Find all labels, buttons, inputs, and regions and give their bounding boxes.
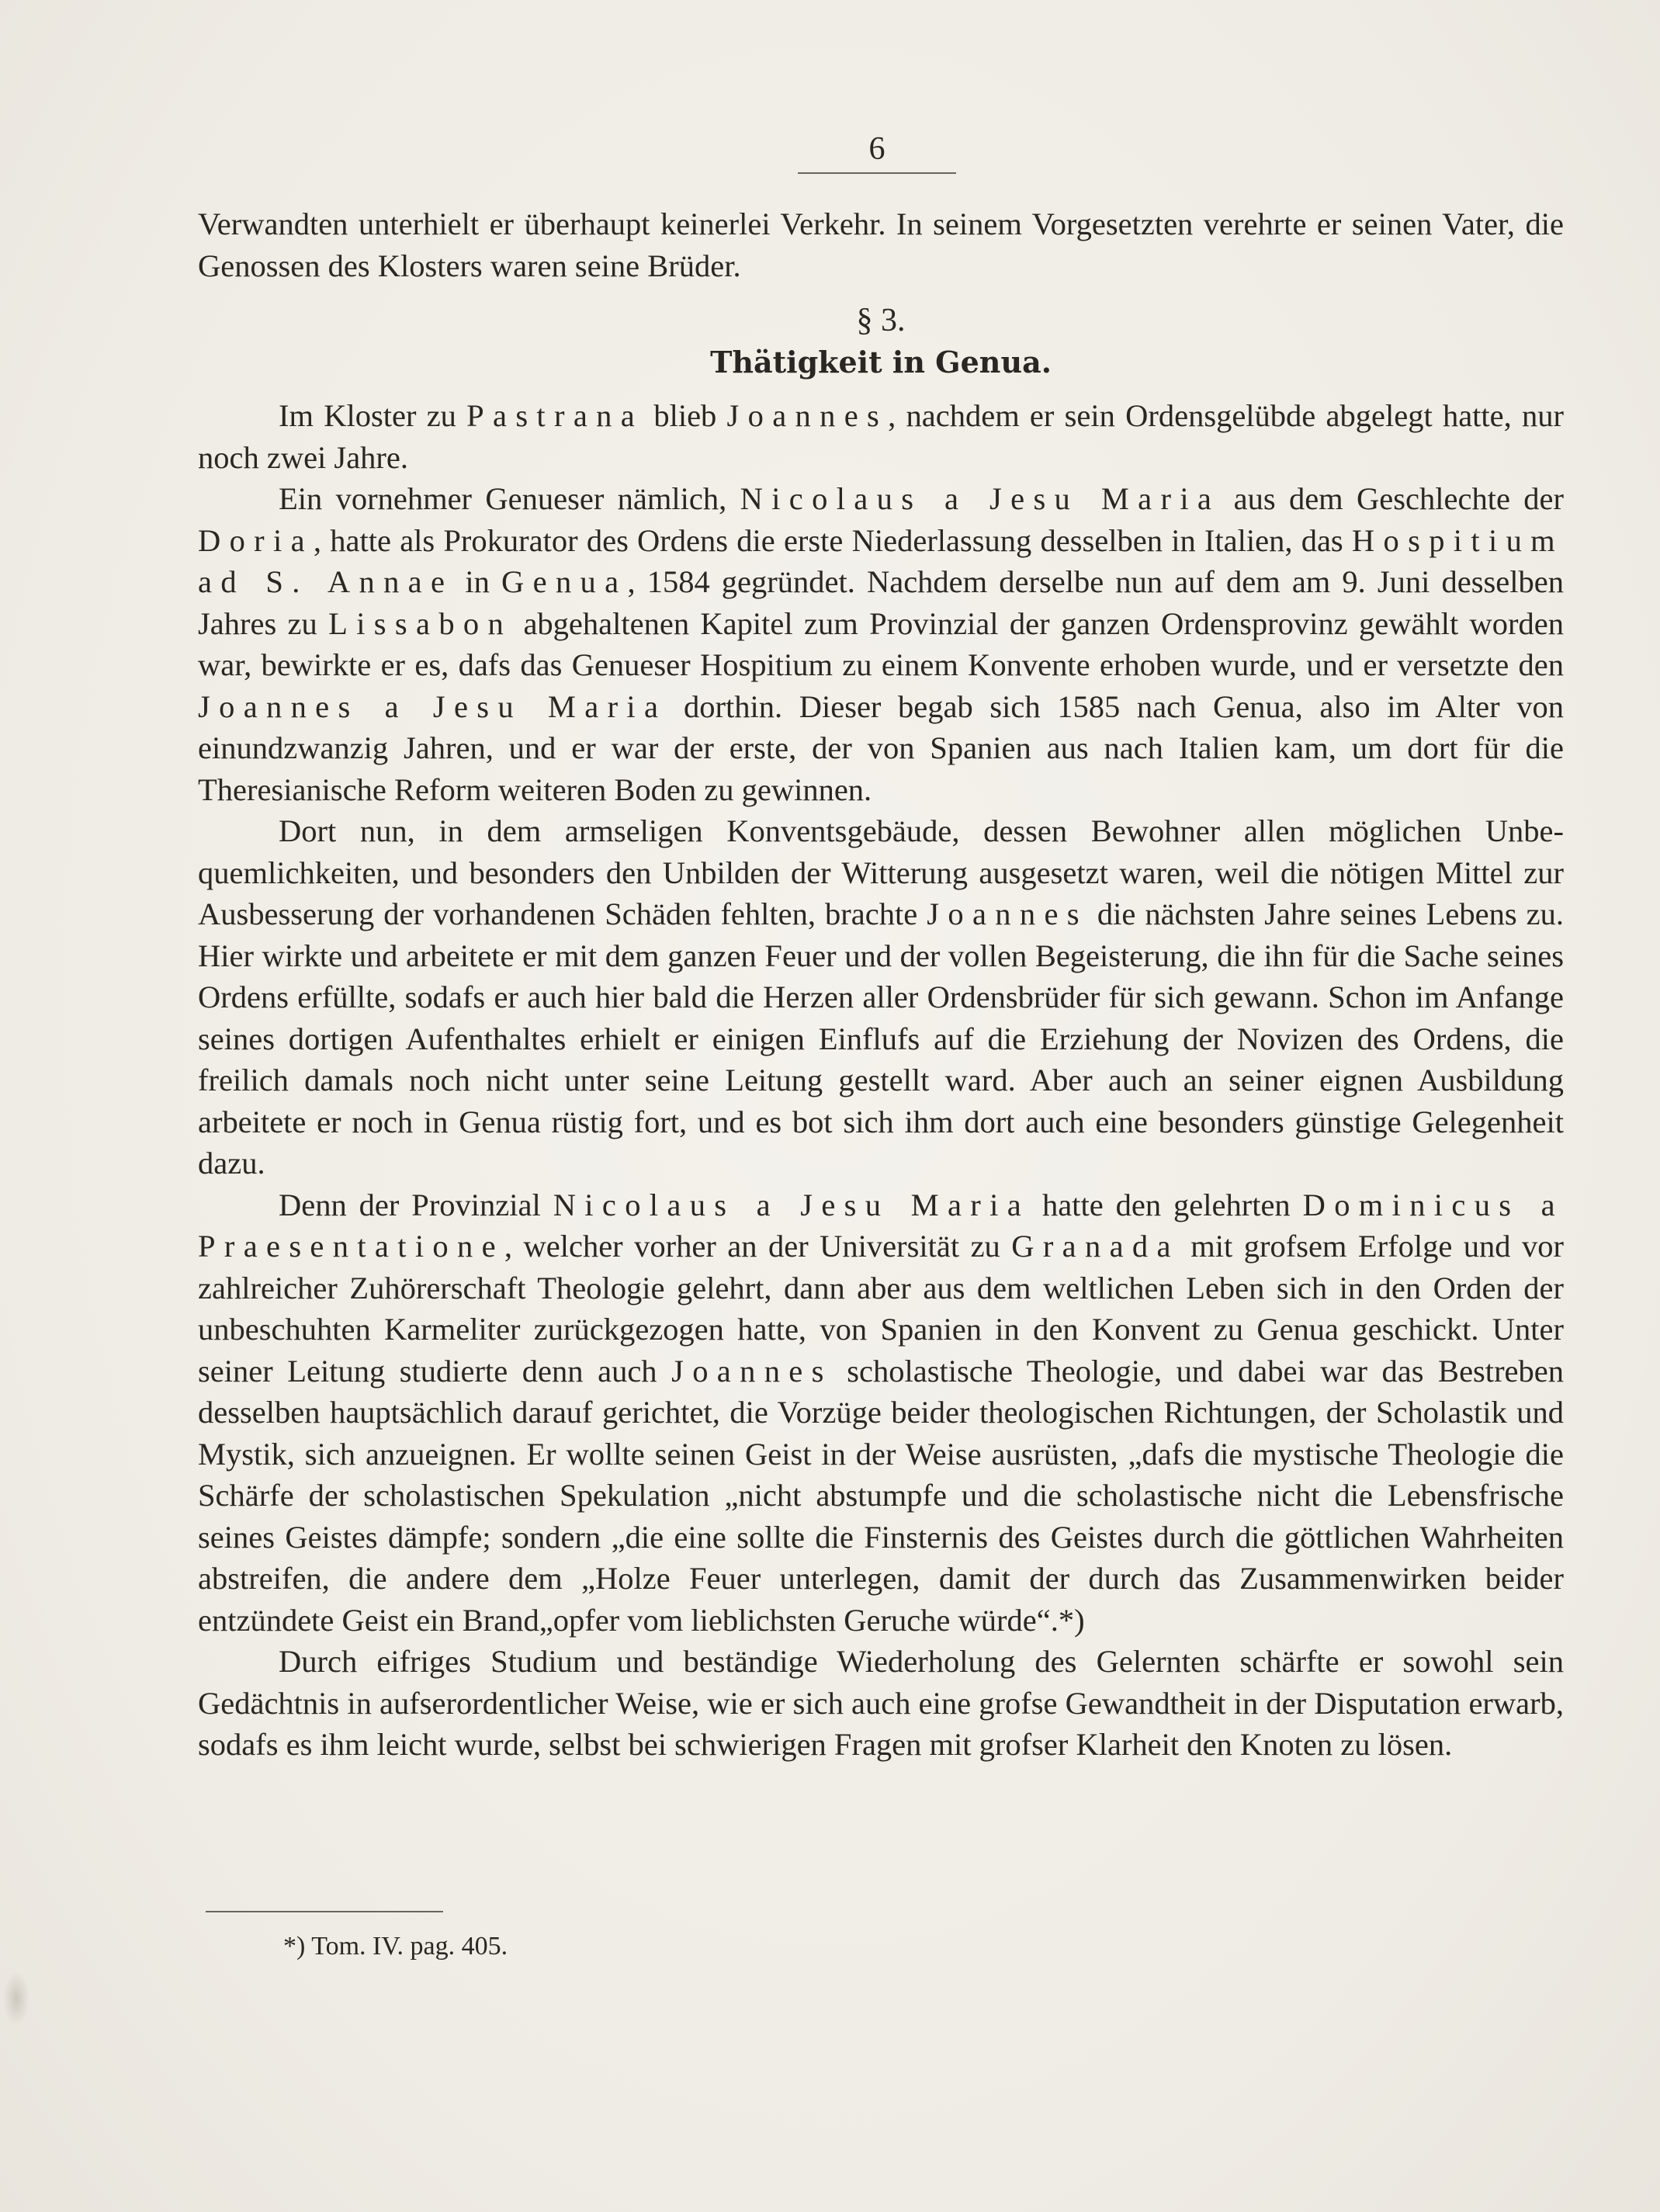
footnote-rule xyxy=(206,1911,443,1912)
paper-smudge xyxy=(3,1971,29,2026)
section-mark: § 3. xyxy=(856,303,906,338)
person-name: Joannes xyxy=(726,398,889,433)
place-name: Granada xyxy=(1011,1229,1180,1264)
place-name: Lissabon xyxy=(328,605,513,641)
paragraph-nicolaus: Ein vornehmer Genueser nämlich, Nicolaus a Jesu Maria aus dem Geschlechte der Doria, hatte als Prokurator des Ordens die erste Niederlassung desselben in Italien, das Hospitium ad S. Annae in Genua, 1584 gegründet. Nachdem derselbe nun auf dem am 9. Juni desselben Jahres zu Lissabon abgehaltenen Kapitel zum Provinzial der ganzen Ordensprovinz gewählt worden war, bewirkte er es, dafs das Genueser Hospitium zu einem Konvente erhoben wurde, und er versetzte den Joannes a Jesu Maria dorthin. Dieser begab sich 1585 nach Genua, also im Alter von einundzwanzig Jahren, und er war der erste, der von Spanien aus nach Italien kam, um dort für die Theresianische Reform weiteren Boden zu gewinnen. xyxy=(198,481,1565,807)
person-name: Joannes a Jesu Maria xyxy=(198,688,667,724)
person-name: Joannes xyxy=(927,896,1088,931)
family-name: Doria xyxy=(198,522,314,558)
person-name: Joannes xyxy=(671,1353,833,1389)
person-name: Nicolaus a Jesu Maria xyxy=(553,1187,1031,1222)
paragraph-pastrana: Im Kloster zu Pastrana blieb Joannes, nachdem er sein Ordensgelübde abgelegt hatte, nur noch zwei Jahre. xyxy=(198,398,1564,475)
paragraph-studium: Durch eifriges Studium und beständige Wiederholung des Gelernten schärfte er sowohl sein Gedächtnis in aufserordentlicher Weise, wie er sich auch eine grofse Gewandtheit in der Disputation erwarb, sodafs es ihm leicht wurde, selbst bei schwierigen Fragen mit grofser Klarheit den Knoten zu lösen. xyxy=(198,1644,1564,1762)
paragraph-konvent: Dort nun, in dem armseligen Konventsgebäude, dessen Bewohner allen möglichen Unbequemlichkeiten, und besonders den Unbilden der Witterung ausgesetzt waren, weil die nötigen Mittel zur Ausbesserung der vorhandenen Schäden fehlten, brachte Joannes die nächsten Jahre seines Lebens zu. Hier wirkte und arbeitete er mit dem ganzen Feuer und der vollen Begeisterung, die ihn für die Sache seines Ordens erfüllte, sodafs er auch hier bald die Herzen aller Ordensbrüder für sich gewann. Schon im Anfange seines dortigen Aufenthaltes erhielt er einigen Einflufs auf die Erziehung der Novizen des Ordens, die freilich damals noch nicht unter seine Leitung gestellt ward. Aber auch an seiner eignen Ausbildung arbeitete er noch in Genua rüstig fort, und es bot sich ihm dort auch eine besonders günstige Gelegenheit dazu. xyxy=(198,813,1564,1181)
page-number-rule xyxy=(798,172,956,174)
section-title: Thätigkeit in Genua. xyxy=(710,345,1052,380)
paragraph-dominicus: Denn der Provinzial Nicolaus a Jesu Maria hatte den gelehrten Dominicus a Praesentatione, welcher vorher an der Universität zu Granada mit grofsem Erfolge und vor zahlreicher Zuhörerschaft Theologie gelehrt, dann aber aus dem weltlichen Leben sich in den Orden der unbeschuhten Karmeliter zurückgezogen hatte, von Spanien in den Konvent zu Genua geschickt. Unter seiner Leitung studierte denn auch Joannes scholastische Theologie, und dabei war das Bestreben desselben hauptsächlich darauf gerichtet, die Vorzüge beider theologischen Richtungen, der Scholastik und Mystik, sich anzueignen. Er wollte seinen Geist in der Weise ausrüsten, „dafs die mystische Theologie die Schärfe der scholastischen Spekulation „nicht abstumpfe und die scholastische nicht die Lebensfrische seines Geistes dämpfe; sondern „die eine sollte die Finsternis des Geistes durch die göttlichen Wahrheiten abstreifen, die andere dem „Holze Feuer unterlegen, damit der durch das Zusammenwirken beider entzündete Geist ein Brand„opfer vom lieblichsten Geruche würde“.*) xyxy=(198,1187,1565,1638)
body-text xyxy=(198,203,1564,1766)
person-name: Dominicus a Praesentatione xyxy=(198,1187,1564,1264)
institution-name: Hospitium ad S. Annae xyxy=(198,522,1564,599)
place-name: Pastrana xyxy=(466,398,644,433)
paragraph-continuation: Verwandten unterhielt er überhaupt keinerlei Verkehr. In seinem Vorgesetzten verehrte er seinen Vater, die Genossen des Klosters waren seine Brüder. xyxy=(198,206,1564,283)
page-number: 6 xyxy=(868,131,885,167)
person-name: Nicolaus a Jesu Maria xyxy=(740,481,1221,516)
footnote: *) Tom. IV. pag. 405. xyxy=(283,1932,508,1961)
place-name: Genua xyxy=(501,564,628,599)
